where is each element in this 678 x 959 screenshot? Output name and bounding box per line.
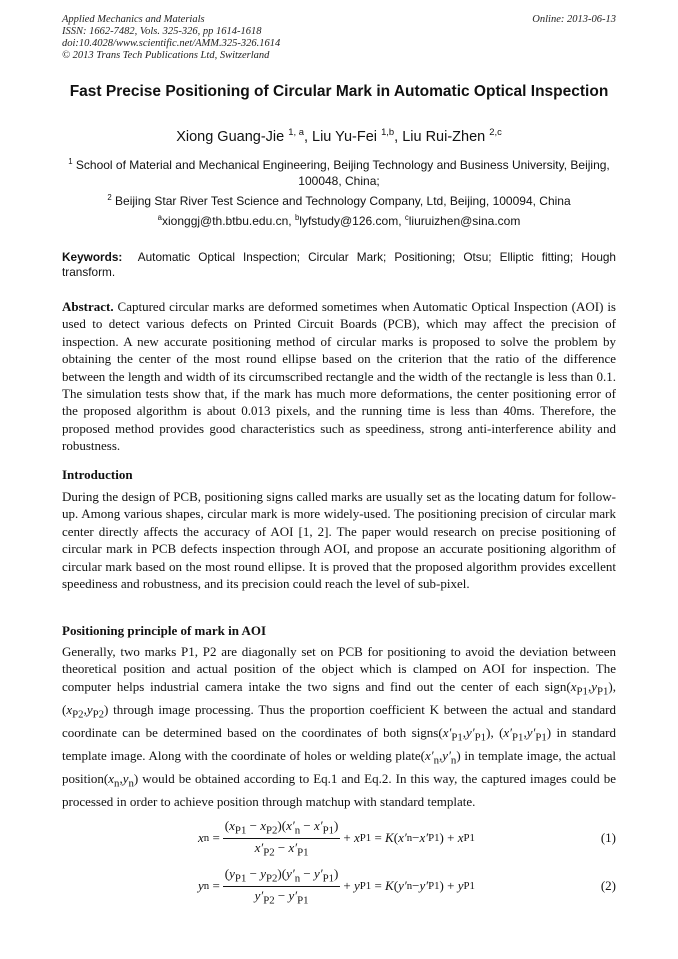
inline-math: $(x_n,y_n)$ xyxy=(103,770,139,790)
section-heading-introduction: Introduction xyxy=(62,467,133,482)
keywords xyxy=(62,250,616,279)
affiliation-sup: 2 xyxy=(107,193,112,202)
affiliation-2 xyxy=(62,193,616,209)
abstract-label: Abstract. xyxy=(62,299,114,314)
equation-fraction: $\frac{(y_{P1} - y_{P2})(y'_n - y'_{P1})}{y'_{P2} - y'_{P1}}$ xyxy=(224,865,339,907)
affiliation-text: Beijing Star River Test Science and Technology Company, Ltd, Beijing, 100094, China xyxy=(115,194,571,208)
positioning-text xyxy=(62,643,616,810)
author-list: Xiong Guang-Jie $^{1, a}$, Liu Yu-Fei $^{1,b}$, Liu Rui-Zhen $^{2,c}$ xyxy=(176,126,502,145)
equation-expression: y n = $\frac{(y_{P1} - y_{P2})(y'_n - y'_{P1})}{y'_{P2} - y'_{P1}}$ + y P1 = K ( y′ n − y′ P1 ) + y P1 xyxy=(198,865,475,907)
author-sup: 1, a xyxy=(288,126,304,138)
text-segment: in template image, the actual position xyxy=(62,747,616,786)
text-segment: , xyxy=(490,724,500,740)
author-emails: $^a$xionggj@th.btbu.edu.cn, $^b$lyfstudy@126.com, $^c$liuruizhen@sina.com xyxy=(157,213,521,228)
journal-issn: ISSN: 1662-7482, Vols. 325-326, pp 1614-1618 xyxy=(62,26,262,37)
author-name: Liu Rui-Zhen xyxy=(402,129,486,145)
equation-fraction: $\frac{(x_{P1} - x_{P2})(x'_n - x'_{P1})}{x'_{P2} - x'_{P1}}$ xyxy=(224,817,339,859)
equation-1 xyxy=(62,818,616,858)
journal-copyright: © 2013 Trans Tech Publications Ltd, Switzerland xyxy=(62,50,270,61)
text-segment: would be obtained according to Eq.1 and Eq.2. In this way, the captured images could be processed in order to achieve position through matchup with standard template. xyxy=(62,770,616,809)
abstract xyxy=(62,298,616,455)
journal-doi: doi:10.4028/www.scientific.net/AMM.325-326.1614 xyxy=(62,38,281,49)
keywords-label: Keywords: xyxy=(62,250,123,264)
email-link[interactable]: lyfstudy@126.com xyxy=(299,214,399,228)
introduction-text: During the design of PCB, positioning signs called marks are usually set as the locating datum for follow-up. Among various shapes, circular mark is more widely-used. The positioning precision of circular mark center directly affects the accuracy of AOI [1, 2]. The paper would research on precise positioning of circular mark in PCB defects inspection through AOI, and propose an accurate positioning algorithm of circular mark based on the most round ellipse. It is proved that the proposed algorithm provides excellent speediness and robustness, and its precision could reach the level of sub-pixel. xyxy=(62,489,616,592)
equation-number: (2) xyxy=(600,878,616,893)
inline-math: $(x_{P1},y_{P1}),(x_{P2},y_{P2})$ xyxy=(62,678,616,721)
inline-math: $(x'_{P1},y'_{P1})$ xyxy=(438,724,491,744)
author-sup: 1,b xyxy=(381,126,395,138)
online-date: Online: 2013-06-13 xyxy=(532,14,616,25)
author-name: Xiong Guang-Jie xyxy=(176,129,285,145)
affiliation-1 xyxy=(62,157,616,189)
inline-math: $(x'_{P1},y'_{P1})$ xyxy=(499,724,552,744)
author-sup: 2,c xyxy=(489,126,502,138)
equation-number: (1) xyxy=(600,830,616,845)
abstract-text: Captured circular marks are deformed sometimes when Automatic Optical Inspection (AOI) is used to detect various defects on Printed Circuit Boards (PCB), which may affect the precision of inspection. A new accurate positioning method of circular marks is proposed to solve the problem by obtaining the center of the most round ellipse based on the criterion that the ratio of the difference between the length and width of its circumscribed rectangle and the width of the rectangle is less than 0.1. The simulation tests show that, if the mark has much more deformations, the center positioning error of the proposed algorithm is about 0.013 pixels, and the running time is less than 40ms. Therefore, the proposed method provides good characteristics such as speediness, strong anti-interference ability and robustness. xyxy=(62,299,616,454)
email-sup: c xyxy=(404,213,409,222)
text-segment: through image processing. Thus the proportion coefficient K between the actual and standard coordinate can be determined based on the coordinates of both signs xyxy=(62,701,616,740)
journal-header xyxy=(62,14,616,62)
paper-title: Fast Precise Positioning of Circular Mark in Automatic Optical Inspection xyxy=(69,83,609,100)
author-name: Liu Yu-Fei xyxy=(312,129,378,145)
inline-math: $(x'_n,y'_n)$ xyxy=(420,747,461,767)
email-sup: b xyxy=(294,213,300,222)
affiliation-sup: 1 xyxy=(68,157,73,166)
journal-name: Applied Mechanics and Materials xyxy=(62,14,205,25)
email-sup: a xyxy=(157,213,162,222)
keywords-text: Automatic Optical Inspection; Circular Mark; Positioning; Otsu; Elliptic fitting; Hough transform. xyxy=(62,250,616,279)
affiliation-text: School of Material and Mechanical Engineering, Beijing Technology and Business University, Beijing, 100048, China; xyxy=(75,158,610,188)
section-heading-positioning: Positioning principle of mark in AOI xyxy=(62,623,267,638)
email-link[interactable]: xionggj@th.btbu.edu.cn xyxy=(162,214,289,228)
text-segment: Generally, two marks P1, P2 are diagonally set on PCB for positioning to avoid the deviation between theoretical position and actual position of the object which is clamped on AOI for inspection. The computer helps industrial camera intake the two signs and find out the center of each sign xyxy=(62,644,616,694)
equation-2 xyxy=(62,866,616,906)
equation-expression: x n = $\frac{(x_{P1} - x_{P2})(x'_n - x'_{P1})}{x'_{P2} - x'_{P1}}$ + x P1 = K ( x′ n − x′ P1 ) + x P1 xyxy=(198,817,475,859)
text-segment: in standard template image. Along with the coordinate of holes or welding plate xyxy=(62,724,617,763)
email-link[interactable]: liuruizhen@sina.com xyxy=(408,214,521,228)
